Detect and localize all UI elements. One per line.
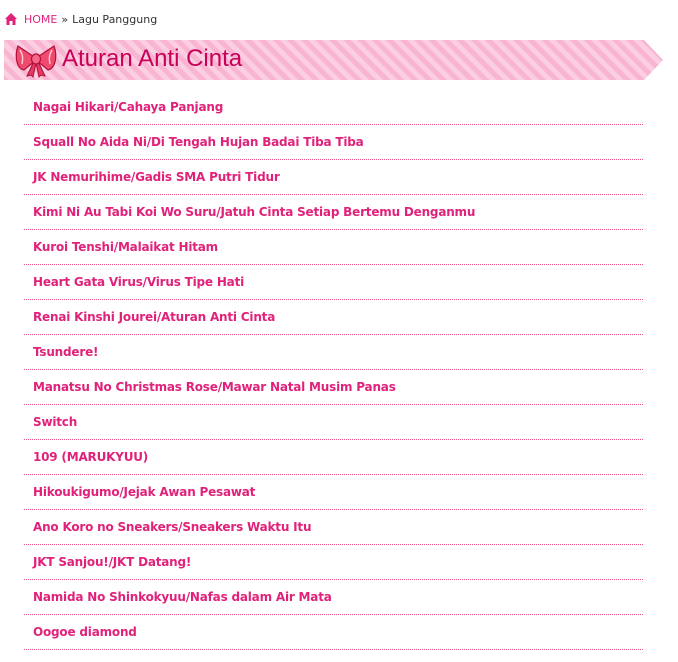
song-item[interactable] — [24, 615, 643, 650]
song-link[interactable]: Kimi Ni Au Tabi Koi Wo Suru/Jatuh Cinta Setiap Bertemu Denganmu — [33, 205, 476, 219]
song-item[interactable] — [24, 230, 643, 265]
song-link[interactable]: Heart Gata Virus/Virus Tipe Hati — [33, 275, 245, 289]
song-item[interactable] — [24, 475, 643, 510]
page-title: Aturan Anti Cinta — [62, 45, 243, 72]
song-item[interactable] — [24, 545, 643, 580]
ribbon-bow-icon — [14, 42, 58, 78]
song-list — [24, 90, 643, 650]
song-link[interactable]: Oogoe diamond — [33, 625, 137, 639]
breadcrumb-separator: » — [61, 12, 69, 26]
song-link[interactable]: JKT Sanjou!/JKT Datang! — [33, 555, 192, 569]
song-item[interactable] — [24, 265, 643, 300]
home-icon[interactable] — [4, 12, 18, 26]
song-item[interactable] — [24, 440, 643, 475]
song-link[interactable]: Namida No Shinkokyuu/Nafas dalam Air Mata — [33, 590, 332, 604]
song-link[interactable]: Manatsu No Christmas Rose/Mawar Natal Musim Panas — [33, 380, 396, 394]
breadcrumb-current: Lagu Panggung — [72, 12, 158, 26]
song-item[interactable] — [24, 195, 643, 230]
song-link[interactable]: Hikoukigumo/Jejak Awan Pesawat — [33, 485, 256, 499]
song-link[interactable]: Ano Koro no Sneakers/Sneakers Waktu Itu — [33, 520, 312, 534]
song-link[interactable]: Kuroi Tenshi/Malaikat Hitam — [33, 240, 218, 254]
song-link[interactable]: JK Nemurihime/Gadis SMA Putri Tidur — [33, 170, 280, 184]
title-banner — [4, 40, 663, 80]
song-item[interactable] — [24, 300, 643, 335]
song-item[interactable] — [24, 90, 643, 125]
song-item[interactable] — [24, 370, 643, 405]
song-link[interactable]: Renai Kinshi Jourei/Aturan Anti Cinta — [33, 310, 276, 324]
song-link[interactable]: Squall No Aida Ni/Di Tengah Hujan Badai Tiba Tiba — [33, 135, 364, 149]
song-item[interactable] — [24, 160, 643, 195]
song-item[interactable] — [24, 580, 643, 615]
song-link[interactable]: Tsundere! — [33, 345, 99, 359]
song-item[interactable] — [24, 510, 643, 545]
breadcrumb-home-link[interactable]: HOME — [24, 12, 58, 26]
song-link[interactable]: Switch — [33, 415, 78, 429]
song-item[interactable] — [24, 335, 643, 370]
song-item[interactable] — [24, 405, 643, 440]
breadcrumb — [4, 10, 157, 28]
song-link[interactable]: Nagai Hikari/Cahaya Panjang — [33, 100, 224, 114]
song-link[interactable]: 109 (MARUKYUU) — [33, 450, 149, 464]
song-item[interactable] — [24, 125, 643, 160]
